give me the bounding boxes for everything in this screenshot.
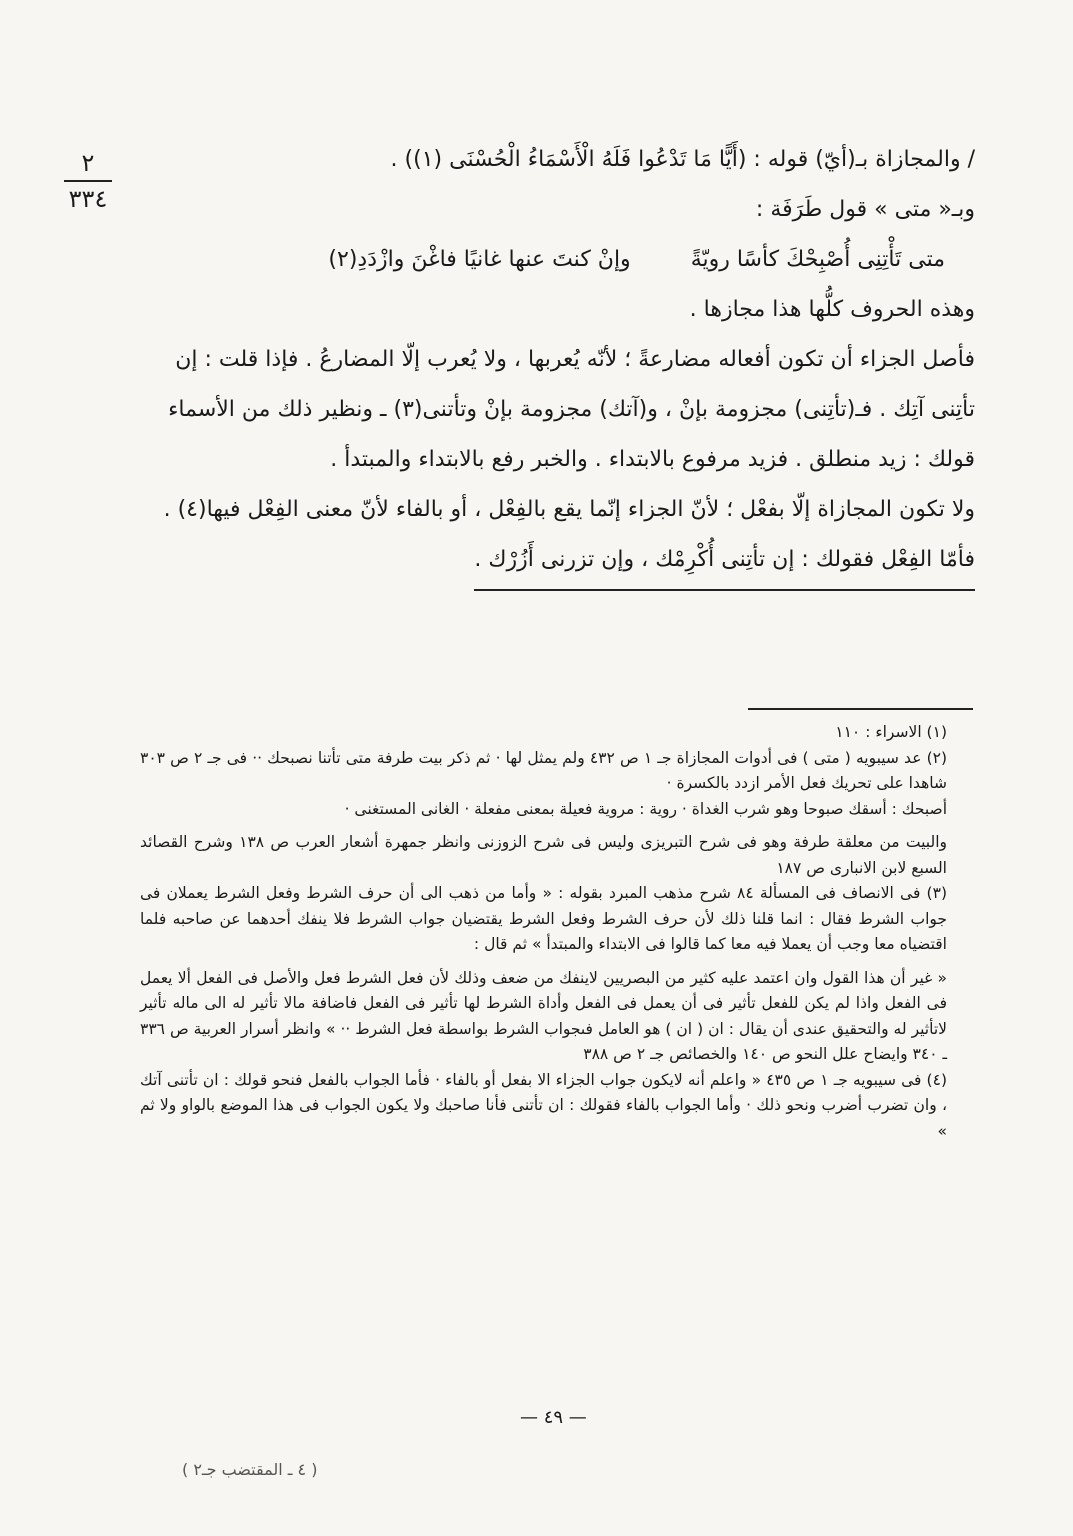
signature-mark: ( ٤ ـ المقتضب جـ٢ ): [182, 1460, 318, 1479]
footnote-2b: أصبحك : أسقك صبوحا وهو شرب الغداة · روية : مروية فعيلة بمعنى مفعلة · الغانى المستغنى ·: [344, 799, 947, 818]
verse-second-hemistich: وإنْ كنتَ عنها غانيًا فاغْنَ وازْدَدِ(٢): [328, 247, 631, 272]
footnote-2c: والبيت من معلقة طرفة وهو فى شرح التبريزى وليس فى شرح الزوزنى وانظر جمهرة أشعار العرب ص ١٣٨ وشرح القصائد السبع لابن الانبارى ص ١٨٧: [140, 833, 947, 877]
verse-first-hemistich: متى تَأْتِنِى أُصْبِحْكَ كأسًا رويّةً: [690, 247, 945, 272]
margin-number-top: ٢: [81, 149, 95, 177]
footnote-3a: (٣) فى الانصاف فى المسألة ٨٤ شرح مذهب المبرد بقوله : « وأما من ذهب الى أن حرف الشرط وفعل الشرط يعملان فى جواب الشرط فقال : انما قلنا ذلك لأن حرف الشرط وفعل الشرط يقتضيان جواب الشرط فلا ينفك أحدهما عن صاحبه فلما اقتضياه معا وجب أن يعملا فيه معا كما قالوا فى الابتداء والمبتدأ » ثم قال :: [140, 884, 947, 953]
section-heading-line: [140, 535, 975, 591]
poem-verse: [140, 235, 975, 285]
text-line-2: وبـ« متى » قول طَرَفَة :: [755, 197, 975, 222]
footnote-4: (٤) فى سيبويه جـ ١ ص ٤٣٥ « واعلم أنه لايكون جواب الجزاء الا بفعل أو بالفاء · فأما الجواب بالفعل فنحو قولك : ان تأتنى آتك ، وان تضرب أضرب ونحو ذلك · وأما الجواب بالفاء فقولك : ان تأتنى فأنا صاحبك ولا يكون الجواب فى هذا الموضع بالواو ولا ثم »: [140, 1070, 947, 1140]
footnotes: [140, 720, 975, 1144]
text-line-4: وهذه الحروف كلُّها هذا مجازها .: [689, 297, 975, 322]
main-text: [140, 135, 975, 591]
margin-number-bottom: ٣٣٤: [68, 185, 108, 213]
page-number: — ٤٩ —: [520, 1407, 587, 1428]
margin-divider: [64, 180, 112, 182]
footnote-separator: [748, 708, 973, 710]
paragraph-2: ولا تكون المجازاة إلّا بفعْل ؛ لأنّ الجزاء إنّما يقع بالفِعْل ، أو بالفاء لأنّ معنى الفِعْل فيها(٤) .: [163, 497, 975, 522]
footnote-1: (١) الاسراء : ١١٠: [835, 723, 947, 741]
text-line-1: / والمجازاة بـ(أيّ) قوله : (أَيًّا مَا تَدْعُوا فَلَهُ الْأَسْمَاءُ الْحُسْنَى (١)) .: [390, 147, 975, 172]
paragraph-1: فأصل الجزاء أن تكون أفعاله مضارعةً ؛ لأنّه يُعربها ، ولا يُعرب إلّا المضارعُ . فإذا قلت : إن تأتِنى آتِك . فـ(تأتِنى) مجزومة بإنْ ، و(آتك) مجزومة بإنْ وتأتنى(٣) ـ ونظير ذلك من الأسماء قولك : زيد منطلق . فزيد مرفوع بالابتداء . والخبر رفع بالابتداء والمبتدأ .: [168, 347, 975, 472]
section-heading: فأمّا الفِعْل فقولك : إن تأتِنى أُكْرِمْك ، وإن تزرنى أَزُرْك .: [474, 535, 975, 591]
footnote-2a: (٢) عد سيبويه ( متى ) فى أدوات المجازاة جـ ١ ص ٤٣٢ ولم يمثل لها · ثم ذكر بيت طرفة متى تأتنا نصبحك ·· فى جـ ٢ ص ٣٠٣ شاهدا على تحريك فعل الأمر ازدد بالكسرة ·: [140, 748, 948, 792]
margin-page-reference: [58, 148, 118, 214]
footnote-3b: « غير أن هذا القول وان اعتمد عليه كثير من البصريين لاينفك من ضعف وذلك لأن فعل الشرط فعل والأصل فى الفعل ألا يعمل فى الفعل واذا لم يكن للفعل تأثير فى أن يعمل فى الفعل وأداة الشرط لها تأثير فى الفعل فاضافة مالا تأثير له الى ماله تأثير لاتأثير له والتحقيق عندى أن يقال : ان ( ان ) هو العامل فىجواب الشرط بواسطة فعل الشرط ·· » وانظر أسرار العربية ص ٣٣٦ ـ ٣٤٠ وايضاح علل النحو ص ١٤٠ والخصائص جـ ٢ ص ٣٨٨: [140, 968, 947, 1063]
